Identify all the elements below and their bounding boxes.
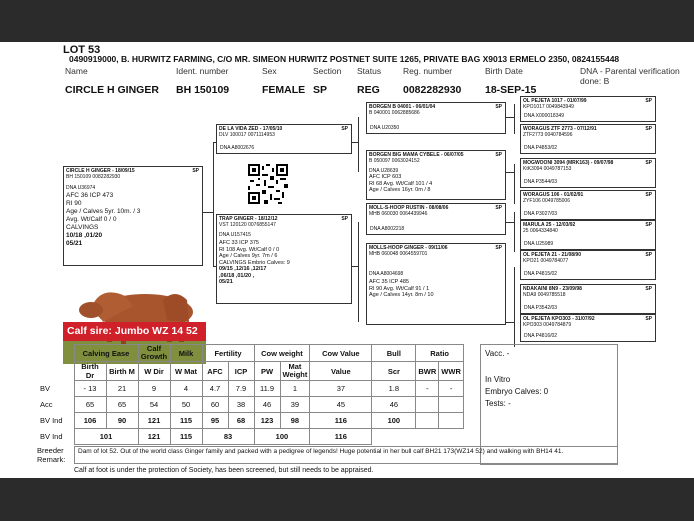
hdr-cow-weight: Cow weight bbox=[254, 345, 310, 362]
label-reg: Reg. number bbox=[403, 66, 453, 76]
sub-bwr: BWR bbox=[416, 362, 439, 381]
ss-sp: SP bbox=[495, 104, 502, 110]
ds-dna: DNA A8002218 bbox=[370, 226, 405, 232]
bv-birth-m: 21 bbox=[106, 381, 138, 397]
sd-dna: DNA U28639 bbox=[369, 168, 399, 174]
lot-sheet bbox=[0, 42, 694, 478]
bv-w-mat: 4 bbox=[170, 381, 202, 397]
connector bbox=[203, 212, 213, 213]
connector bbox=[213, 142, 214, 266]
connector bbox=[514, 104, 515, 134]
gg2-dna: DNA P4853/02 bbox=[524, 145, 558, 151]
hdr-fertility: Fertility bbox=[202, 345, 254, 362]
empty-cell bbox=[416, 429, 439, 445]
dam-calvings-3: 05/21 bbox=[219, 279, 233, 285]
gg8-name: OL PEJETA KPO303 - 31/07/92 bbox=[523, 316, 595, 322]
value-sex: FEMALE bbox=[262, 84, 306, 96]
corner-cell bbox=[38, 345, 74, 362]
ind-pw: 123 bbox=[254, 413, 280, 429]
main-calvings-2: 05/21 bbox=[66, 240, 83, 247]
bv-wwr: - bbox=[439, 381, 464, 397]
gg6-reg: KPO21 0049784077 bbox=[523, 258, 569, 264]
ds-reg: MHB 060030 0064439946 bbox=[369, 211, 428, 217]
gg1-reg: KPO1017 0049843949 bbox=[523, 104, 574, 110]
sub-value: Value bbox=[310, 362, 372, 381]
dd-afc: AFC 35 ICP 485 bbox=[369, 279, 409, 285]
ggp-box-3 bbox=[520, 158, 656, 188]
ind2-calving: 101 bbox=[74, 429, 138, 445]
ind2-growth: 121 bbox=[138, 429, 170, 445]
dam-calvings-2: ,06/18 ,01/20 , bbox=[219, 272, 255, 279]
gg2-name: WORAGUS ZTF 2773 - 07/12/91 bbox=[523, 126, 597, 132]
row-label-acc: Acc bbox=[40, 400, 53, 409]
label-section: Section bbox=[313, 66, 342, 76]
connector bbox=[506, 322, 514, 323]
hdr-bull: Bull bbox=[372, 345, 416, 362]
granddam-dam-box bbox=[366, 243, 506, 325]
hdr-cow-value: Cow Value bbox=[310, 345, 372, 362]
grandsire-sire-box bbox=[366, 102, 506, 134]
value-status: REG bbox=[357, 84, 380, 96]
ggp-box-1 bbox=[520, 96, 656, 122]
ss-name: BORGEN B 04001 - 06/01/04 bbox=[369, 104, 436, 110]
sub-mat-weight: Mat Weight bbox=[280, 362, 310, 381]
gg3-reg: KtK3094 0049787153 bbox=[523, 166, 572, 172]
ss-reg: B 040001 0062885686 bbox=[369, 110, 420, 116]
gg1-dna: DNA X000018349 bbox=[524, 113, 565, 119]
ggp-box-5 bbox=[520, 220, 656, 250]
ggp-box-6 bbox=[520, 250, 656, 280]
empty-cell bbox=[372, 429, 416, 445]
acc-afc: 60 bbox=[202, 397, 228, 413]
gg6-sp: SP bbox=[645, 252, 652, 258]
ind2-milk: 115 bbox=[170, 429, 202, 445]
calf-sire-banner: Calf sire: Jumbo WZ 14 52 bbox=[63, 322, 206, 341]
sub-scr: Scr bbox=[372, 362, 416, 381]
gg7-dna: DNA P3542/03 bbox=[524, 305, 558, 311]
bv-afc: 4.7 bbox=[202, 381, 228, 397]
sd-ri: RI 68 Avg. Wt/Calf 101 / 4 bbox=[369, 180, 433, 187]
bottom-dark-bar bbox=[0, 478, 694, 521]
bv-w-dir: 9 bbox=[138, 381, 170, 397]
label-status: Status bbox=[357, 66, 382, 76]
top-dark-bar bbox=[0, 0, 694, 42]
sd-afc: AFC ICP 603 bbox=[369, 174, 402, 180]
dd-name: MOLLS-HOOP GINGER - 09/11/06 bbox=[369, 245, 448, 251]
main-calves: Age / Calves 5yr. 10m. / 3 bbox=[66, 208, 141, 215]
sd-reg: B 050097 0063024152 bbox=[369, 158, 420, 164]
ind-afc: 95 bbox=[202, 413, 228, 429]
main-sp: SP bbox=[192, 168, 199, 174]
gg1-sp: SP bbox=[645, 98, 652, 104]
gg6-name: OL PEJETA 21 - 21/08/90 bbox=[523, 252, 581, 258]
dd-ri: RI 90 Avg. Wt/Calf 91 / 1 bbox=[369, 285, 430, 292]
ind-w-dir: 121 bbox=[138, 413, 170, 429]
empty-cell bbox=[439, 429, 464, 445]
gg5-name: MARULA 25 - 12/03/92 bbox=[523, 222, 576, 228]
value-ident: BH 150109 bbox=[176, 84, 230, 96]
dd-sp: SP bbox=[495, 245, 502, 251]
gg3-dna: DNA P3544/03 bbox=[524, 179, 558, 185]
row-label-bv-ind-2: BV Ind bbox=[40, 432, 63, 441]
bv-bwr: - bbox=[416, 381, 439, 397]
ind-birth-m: 90 bbox=[106, 413, 138, 429]
label-birth: Birth Date bbox=[485, 66, 523, 76]
lot-number: LOT 53 bbox=[63, 44, 101, 56]
gg5-dna: DNA U25989 bbox=[524, 241, 554, 247]
connector bbox=[514, 212, 515, 252]
vacc-text: Vacc. - bbox=[485, 349, 510, 358]
value-name: CIRCLE H GINGER bbox=[65, 84, 159, 96]
dam-ri: RI 108 Avg. Wt/Calf 0 / 0 bbox=[219, 246, 280, 253]
sub-wwr: WWR bbox=[439, 362, 464, 381]
gg8-dna: DNA P4816/02 bbox=[524, 333, 558, 339]
ind-birth-dr: 106 bbox=[74, 413, 106, 429]
connector bbox=[358, 117, 359, 172]
connector bbox=[506, 172, 514, 173]
main-calvings: 10/18 ,01/20 bbox=[66, 232, 103, 239]
ggp-box-8 bbox=[520, 314, 656, 342]
gg8-sp: SP bbox=[645, 316, 652, 322]
row-label-bv: BV bbox=[40, 384, 51, 393]
grandsire-dam-box bbox=[366, 203, 506, 235]
connector bbox=[506, 117, 514, 118]
dd-dna: DNA A8004698 bbox=[369, 271, 404, 277]
connector bbox=[514, 164, 515, 204]
sire-name: DE LA VIDA ZED - 17/05/10 bbox=[219, 126, 283, 132]
bv-birth-dr: - 13 bbox=[74, 381, 106, 397]
gg7-name: NDAKAINI 8N9 - 23/09/98 bbox=[523, 286, 582, 292]
ind-w-mat: 115 bbox=[170, 413, 202, 429]
ggp-box-7 bbox=[520, 284, 656, 314]
main-afc: AFC 36 ICP 473 bbox=[66, 192, 114, 199]
dam-calves: Age / Calves 9yr. 7m / 6 bbox=[219, 253, 278, 259]
gg4-name: WORAGUS 106 - 01/02/91 bbox=[523, 192, 584, 198]
acc-birth-m: 65 bbox=[106, 397, 138, 413]
dd-calves: Age / Calves 14yr. 8m / 10 bbox=[369, 292, 434, 298]
acc-birth-dr: 65 bbox=[74, 397, 106, 413]
ggp-box-4 bbox=[520, 190, 656, 220]
hdr-calving-ease: Calving Ease bbox=[74, 345, 138, 362]
dam-box bbox=[216, 214, 352, 304]
dd-reg: MHB 060048 0064559701 bbox=[369, 251, 428, 257]
sd-calves: Age / Calves 16yr. 0m / 8 bbox=[369, 187, 431, 193]
dam-name: TRAP GINGER - 18/12/12 bbox=[219, 216, 278, 222]
sire-dna: DNA A8002676 bbox=[220, 145, 255, 151]
gg3-name: MOGWOONI 3094 (MRK163) - 09/07/98 bbox=[523, 160, 614, 166]
owner-line: 0490919000, B. HURWITZ FARMING, C/O MR. SIMEON HURWITZ POSTNET SUITE 1265, PRIVATE BAG X9013 ERMELO 2350, 0824155448 bbox=[69, 54, 620, 64]
breeder-remark-label: Breeder Remark: bbox=[37, 446, 66, 464]
bv-pw: 11.9 bbox=[254, 381, 280, 397]
ind2-cow-value: 116 bbox=[310, 429, 372, 445]
sub-w-mat: W Mat bbox=[170, 362, 202, 381]
value-reg: 0082282930 bbox=[403, 84, 462, 96]
main-dna: DNA U36974 bbox=[66, 185, 96, 191]
gg7-reg: NDA9 0049785518 bbox=[523, 292, 566, 298]
hdr-calf-growth: Calf Growth bbox=[138, 345, 170, 362]
ebv-table bbox=[38, 344, 464, 445]
ind-value: 116 bbox=[310, 413, 372, 429]
gg7-sp: SP bbox=[645, 286, 652, 292]
bv-icp: 7.9 bbox=[228, 381, 254, 397]
value-birth: 18-SEP-15 bbox=[485, 84, 537, 96]
qr-code bbox=[248, 164, 288, 204]
ind2-cow-weight: 100 bbox=[254, 429, 310, 445]
connector bbox=[358, 222, 359, 322]
sub-pw: PW bbox=[254, 362, 280, 381]
connector bbox=[514, 267, 515, 347]
row-label-bv-ind: BV Ind bbox=[40, 416, 63, 425]
gg5-sp: SP bbox=[645, 222, 652, 228]
bv-value: 37 bbox=[310, 381, 372, 397]
dam-reg: VST 120120 0076855147 bbox=[219, 222, 276, 228]
acc-icp: 38 bbox=[228, 397, 254, 413]
value-section: SP bbox=[313, 84, 328, 96]
main-reg: BH 150109 0082282930 bbox=[66, 174, 121, 180]
in-vitro-text: In Vitro bbox=[485, 375, 511, 384]
sub-birth-m: Birth M bbox=[106, 362, 138, 381]
sub-w-dir: W Dir bbox=[138, 362, 170, 381]
gg4-sp: SP bbox=[645, 192, 652, 198]
bv-mat-weight: 1 bbox=[280, 381, 310, 397]
gg5-reg: 25 0064334840 bbox=[523, 228, 558, 234]
ind-wwr bbox=[439, 413, 464, 429]
acc-w-mat: 50 bbox=[170, 397, 202, 413]
acc-bwr bbox=[416, 397, 439, 413]
ds-sp: SP bbox=[495, 205, 502, 211]
footer-note: Calf at foot is under the protection of Society, has been screened, but still needs to be appraised. bbox=[74, 467, 374, 474]
granddam-sire-box bbox=[366, 150, 506, 200]
acc-w-dir: 54 bbox=[138, 397, 170, 413]
sire-box bbox=[216, 124, 352, 154]
corner-cell bbox=[38, 362, 74, 381]
gg2-reg: ZTF2773 0040784596 bbox=[523, 132, 573, 138]
gg4-reg: ZYF106 0049785006 bbox=[523, 198, 570, 204]
embryo-calves-text: Embryo Calves: 0 bbox=[485, 387, 549, 396]
gg1-name: OL PEJETA 1017 - 01/07/99 bbox=[523, 98, 587, 104]
ind-mat-weight: 98 bbox=[280, 413, 310, 429]
main-name: CIRCLE H GINGER - 18/09/15 bbox=[66, 168, 135, 174]
dam-dna: DNA U157415 bbox=[219, 232, 251, 238]
gg4-dna: DNA P3027/03 bbox=[524, 211, 558, 217]
dam-sp: SP bbox=[341, 216, 348, 222]
label-sex: Sex bbox=[262, 66, 277, 76]
ds-name: MOLL-S-HOOP RUSTIN - 08/08/06 bbox=[369, 205, 449, 211]
ind-bwr bbox=[416, 413, 439, 429]
sd-name: BORGEN BIG MAMA CYBELE - 06/07/05 bbox=[369, 152, 464, 158]
ind-scr: 100 bbox=[372, 413, 416, 429]
ss-dna: DNA U20350 bbox=[370, 125, 400, 131]
acc-mat-weight: 39 bbox=[280, 397, 310, 413]
sire-reg: DLV 100017 0071114953 bbox=[219, 132, 275, 138]
sub-birth-dr: Birth Dr bbox=[74, 362, 106, 381]
acc-pw: 46 bbox=[254, 397, 280, 413]
ind2-fertility: 83 bbox=[202, 429, 254, 445]
bv-scr: 1.8 bbox=[372, 381, 416, 397]
gg3-sp: SP bbox=[645, 160, 652, 166]
dam-calvings: CALVINGS Embrio Calves: 9 bbox=[219, 259, 290, 266]
ggp-box-2 bbox=[520, 124, 656, 154]
acc-scr: 46 bbox=[372, 397, 416, 413]
sd-sp: SP bbox=[495, 152, 502, 158]
tests-text: Tests: - bbox=[485, 399, 511, 408]
connector bbox=[506, 222, 514, 223]
gg2-sp: SP bbox=[645, 126, 652, 132]
dam-afc: AFC 33 ICP 375 bbox=[219, 240, 259, 246]
acc-wwr bbox=[439, 397, 464, 413]
label-name: Name bbox=[65, 66, 88, 76]
main-wcalf: Avg. Wt/Calf 0 / 0 bbox=[66, 216, 117, 223]
gg6-dna: DNA P4815/02 bbox=[524, 271, 558, 277]
hdr-milk: Milk bbox=[170, 345, 202, 362]
sub-afc: AFC bbox=[202, 362, 228, 381]
main-calvings-label: CALVINGS bbox=[66, 224, 99, 231]
label-dna: DNA - Parental verification done: B bbox=[580, 66, 680, 86]
acc-value: 45 bbox=[310, 397, 372, 413]
hdr-ratio: Ratio bbox=[416, 345, 464, 362]
sire-sp: SP bbox=[341, 126, 348, 132]
label-ident: Ident. number bbox=[176, 66, 229, 76]
gg8-reg: KPO303 0049784879 bbox=[523, 322, 572, 328]
dam-calvings-1: 09/15 ,12/16 ,12/17 bbox=[219, 266, 267, 272]
sub-icp: ICP bbox=[228, 362, 254, 381]
ind-icp: 68 bbox=[228, 413, 254, 429]
breeder-remark: Dam of lot 52. Out of the world class Ginger family and packed with a pedigree of legends! Huge potential in her bull calf BH21 173(WZ14 52) and walking with BH14 41. bbox=[74, 446, 618, 464]
main-animal-box bbox=[63, 166, 203, 266]
main-ri: RI 90 bbox=[66, 200, 82, 207]
